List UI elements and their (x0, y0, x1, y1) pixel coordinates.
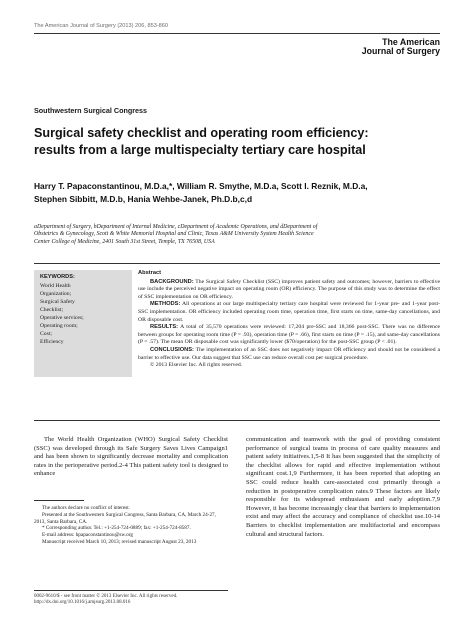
body-right-column: communication and teamwork with the goal of providing consistent performance of surgical teams in process of care quality measures and patient safety initiatives.1,5-8 It has been suggested that the simplicity of the checklist allows for rapid and effective implementation without significant cost.1,9 Furthermore, it has been reported that adopting an SSC could reduce health care-associated cost primarily through a reduction in postoperative complication rates.9 These factors are likely responsible for its widespread enthusiasm and early adoption.7,9 However, it has become increasingly clear that barriers to implementation exist and may affect the accuracy and compliance of checklist use.10-14 Barriers to checklist implementation are multifactorial and encompass cultural and structural factors. (246, 436, 440, 538)
footer-rule (34, 590, 228, 591)
affiliations (34, 224, 444, 246)
issn-line: 0002-9610/$ - see front matter © 2013 Elsevier Inc. All rights reserved. (34, 594, 178, 599)
footnote-rule (34, 500, 84, 501)
running-head: The American Journal of Surgery (2013) 206, 853-860 (34, 23, 169, 29)
title-line-2: results from a large multispecialty tertiary care hospital (34, 143, 366, 157)
methods-text: All operations at our large multispecialty tertiary care hospital were reviewed for 1-year pre- and 1-year post-SSC implementation. OR efficiency included operating room time, operation time, first starts on time, same-day cancellations, and OR disposable cost. (138, 301, 440, 323)
footnotes (34, 505, 228, 546)
journal-name-line-2: Journal of Surgery (361, 46, 440, 56)
background-label: BACKGROUND: (150, 278, 194, 285)
keyword-item: Organization; (40, 291, 72, 297)
authors-line-1: Harry T. Papaconstantinou, M.D.a,*, William R. Smythe, M.D.a, Scott I. Reznik, M.D.a, (34, 181, 368, 191)
body-left-column: The World Health Organization (WHO) Surgical Safety Checklist (SSC) was developed through its Safe Surgery Saves Lives Campaign1 and has been shown to significantly decrease mortality and complication rates in the perioperative period.2-4 This patient safety tool is designed to enhance (34, 436, 228, 478)
header-rule (34, 33, 440, 34)
conclusions-label: CONCLUSIONS: (150, 346, 194, 353)
affiliation-line-3: Center College of Medicine, 2401 South 31st Street, Temple, TX 76508, USA (34, 238, 215, 245)
abstract-heading: Abstract (138, 270, 162, 276)
footnote-corresponding: * Corresponding author. Tel.: +1-254-724-0889; fax: +1-254-724-8587. (42, 525, 191, 532)
footnote-presented: Presented at the Southwestern Surgical Congress, Santa Barbara, CA, March 24-27, 2013, Santa Barbara, CA. (34, 511, 216, 525)
footnote-coi: The authors declare no conflict of interest. (42, 505, 131, 511)
authors-line-2: Stephen Sibbitt, M.D.b, Hania Wehbe-Janek, Ph.D.b,c,d (34, 194, 253, 204)
keyword-item: Efficiency (40, 339, 64, 345)
affiliation-line-2: Obstetrics & Gynecology, Scott & White Memorial Hospital and Clinic, Texas A&M University System Health Science (34, 231, 314, 238)
keyword-item: Checklist; (40, 307, 64, 313)
methods-label: METHODS: (150, 301, 181, 308)
author-list (34, 180, 454, 206)
article-title (34, 125, 454, 159)
footnote-received: Manuscript received March 10, 2013; revised manuscript August 23, 2013 (42, 538, 197, 545)
abstract (138, 270, 440, 370)
abstract-results (138, 324, 440, 347)
affiliation-line-1: aDepartment of Surgery, bDepartment of Internal Medicine, cDepartment of Academic Operations, and dDepartment of (34, 224, 318, 230)
footnote-email: E-mail address: hpapaconstantinou@sw.org (42, 532, 133, 539)
keywords-label: KEYWORDS: (40, 274, 75, 280)
copyright-line: © 2013 Elsevier Inc. All rights reserved. (150, 362, 243, 369)
keyword-item: Operating room; (40, 323, 78, 329)
keyword-item: World Health (40, 283, 71, 289)
journal-logo (320, 38, 440, 56)
title-line-1: Surgical safety checklist and operating room efficiency: (34, 126, 369, 140)
keyword-item: Cost; (40, 331, 53, 337)
journal-name-line-1: The American (382, 37, 440, 47)
results-text: A total of 35,570 operations were reviewed: 17,204 pre-SSC and 18,366 post-SSC. There was no difference between groups for operating room time (P = .93), operation time (P = .66), first starts on time (P = .15), and same-day cancellations (P = .57). The mean OR disposable cost was significantly lower ($70/operation) for the post-SSC group (P < .01). (138, 324, 440, 346)
keyword-item: Operative services; (40, 315, 84, 321)
background-text: The Surgical Safety Checklist (SSC) improves patient safety and outcomes; however, barriers to effective use include the perceived negative impact on operating room (OR) efficiency. The purpose of this study was to determine the effect of SSC implementation on OR efficiency. (138, 278, 441, 300)
results-label: RESULTS: (150, 324, 179, 331)
doi-link[interactable]: http://dx.doi.org/10.1016/j.amjsurg.2013.08.016 (34, 600, 131, 606)
keyword-item: Surgical Safety (40, 299, 75, 305)
section-label: Southwestern Surgical Congress (34, 106, 148, 115)
abstract-conclusions (138, 347, 440, 362)
abstract-methods (138, 301, 440, 324)
abstract-bottom-rule (34, 420, 440, 421)
abstract-background (138, 279, 440, 302)
page-footer (34, 594, 264, 607)
conclusions-text: The implementation of an SSC does not negatively impact OR efficiency and should not be considered a barrier to effective use. Our data suggest that SSC use can reduce overall cost per surgical procedure. (138, 346, 440, 361)
abstract-top-rule (34, 263, 440, 264)
